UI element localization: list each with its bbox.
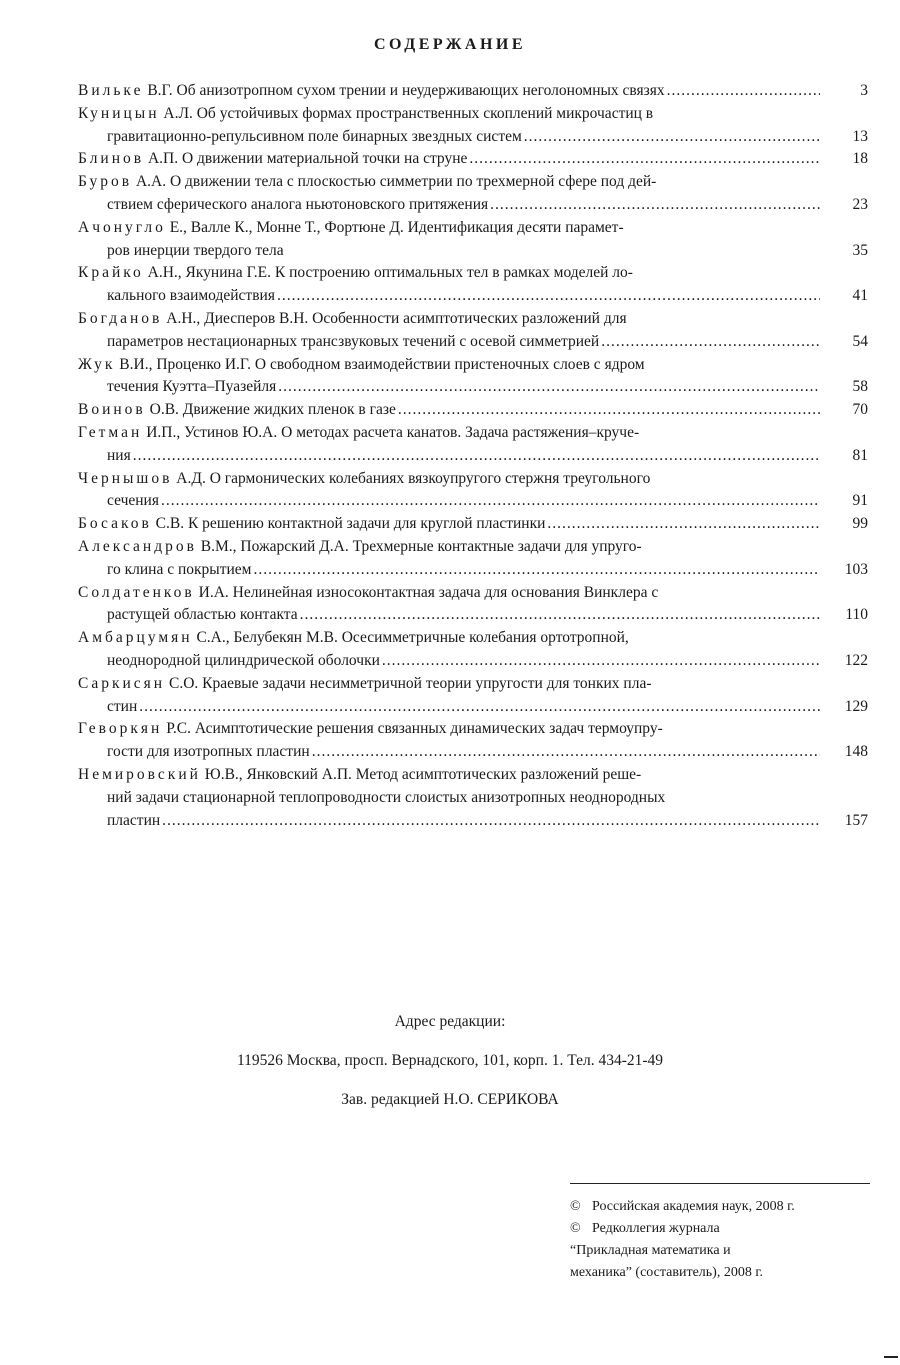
copyright-line-editorial: © Редколлегия журнала bbox=[570, 1218, 720, 1239]
toc-title-continuation: пластин bbox=[107, 811, 161, 829]
toc-author: Саркисян bbox=[78, 674, 166, 692]
toc-page-number: 129 bbox=[844, 697, 868, 715]
toc-title-continuation: сечения bbox=[107, 492, 159, 510]
toc-author: Крайко bbox=[78, 264, 144, 282]
toc-page-number: 54 bbox=[852, 332, 868, 350]
toc-entry bbox=[78, 399, 868, 422]
toc-title: В.И., Проценко И.Г. О свободном взаимодействии пристеночных слоев с ядром bbox=[119, 355, 645, 373]
toc-entry bbox=[78, 148, 868, 171]
toc-author: Воинов bbox=[78, 401, 146, 419]
toc-entry bbox=[78, 468, 868, 514]
toc-title: А.П. О движении материальной точки на струне bbox=[147, 150, 468, 168]
toc-entry bbox=[78, 308, 868, 354]
dot-leader bbox=[300, 604, 820, 627]
toc-entry bbox=[78, 764, 868, 832]
dot-leader bbox=[253, 559, 820, 582]
dot-leader bbox=[667, 80, 820, 103]
toc-author: Босаков bbox=[78, 515, 152, 533]
toc-author: Ачонугло bbox=[78, 218, 166, 236]
toc-entry bbox=[78, 513, 868, 536]
toc-title: С.А., Белубекян М.В. Осесимметричные колебания ортотропной, bbox=[196, 629, 629, 647]
toc-entry bbox=[78, 171, 868, 217]
toc-title: А.Л. Об устойчивых формах пространственных скоплений микрочастиц в bbox=[163, 104, 654, 122]
dot-leader bbox=[398, 399, 820, 422]
copyright-symbol: © bbox=[570, 1199, 581, 1214]
toc-page-number: 110 bbox=[845, 606, 868, 624]
dot-leader bbox=[133, 445, 820, 468]
page-title: СОДЕРЖАНИЕ bbox=[373, 36, 527, 53]
copyright-divider bbox=[570, 1183, 870, 1184]
toc-author: Чернышов bbox=[78, 469, 173, 487]
toc-title-continuation: ния bbox=[107, 446, 131, 464]
toc-entry bbox=[78, 673, 868, 719]
dot-leader bbox=[278, 376, 820, 399]
address-heading: Адрес редакции: bbox=[394, 1013, 506, 1030]
toc-title: А.Н., Якунина Г.Е. К построению оптимальных тел в рамках моделей ло- bbox=[147, 264, 633, 282]
table-of-contents bbox=[78, 80, 868, 832]
toc-title: О.В. Движение жидких пленок в газе bbox=[149, 401, 396, 419]
page-corner-mark bbox=[884, 1356, 898, 1358]
toc-author: Жук bbox=[78, 355, 116, 373]
toc-author: Богданов bbox=[78, 309, 163, 327]
copyright-line-compiler: механика” (составитель), 2008 г. bbox=[570, 1265, 763, 1280]
toc-title-continuation: кального взаимодействия bbox=[107, 287, 275, 305]
toc-page-number: 91 bbox=[852, 492, 868, 510]
dot-leader bbox=[312, 741, 820, 764]
toc-title: И.А. Нелинейная износоконтактная задача для основания Винклера с bbox=[198, 583, 659, 601]
toc-page-number: 35 bbox=[852, 241, 868, 259]
dot-leader bbox=[162, 810, 820, 833]
toc-page-number: 58 bbox=[852, 378, 868, 396]
toc-page-number: 13 bbox=[852, 127, 868, 145]
toc-page-number: 81 bbox=[852, 446, 868, 464]
toc-page-number: 18 bbox=[852, 150, 868, 168]
toc-author: Куницын bbox=[78, 104, 160, 122]
toc-page-number: 103 bbox=[844, 560, 868, 578]
toc-title: С.О. Краевые задачи несимметричной теории упругости для тонких пла- bbox=[168, 674, 652, 692]
toc-title-continuation: ров инерции твердого тела bbox=[107, 241, 284, 259]
toc-author: Александров bbox=[78, 537, 197, 555]
dot-leader bbox=[547, 513, 820, 536]
toc-page-number: 148 bbox=[844, 743, 868, 761]
dot-leader bbox=[382, 650, 820, 673]
toc-page-number: 70 bbox=[852, 401, 868, 419]
toc-title: В.М., Пожарский Д.А. Трехмерные контактные задачи для упруго- bbox=[200, 537, 642, 555]
toc-title: А.Д. О гармонических колебаниях вязкоупругого стержня треугольного bbox=[176, 469, 651, 487]
toc-title-continuation: стин bbox=[107, 697, 138, 715]
toc-author: Геворкян bbox=[78, 720, 163, 738]
toc-title-continuation: течения Куэтта–Пуазейля bbox=[107, 378, 277, 396]
dot-leader bbox=[277, 285, 820, 308]
toc-entry bbox=[78, 354, 868, 400]
managing-editor: Зав. редакцией Н.О. СЕРИКОВА bbox=[341, 1091, 559, 1108]
toc-page-number: 157 bbox=[844, 811, 868, 829]
dot-leader bbox=[139, 696, 820, 719]
toc-title: И.П., Устинов Ю.А. О методах расчета канатов. Задача растяжения–круче- bbox=[146, 423, 640, 441]
toc-page-number: 99 bbox=[852, 515, 868, 533]
toc-entry bbox=[78, 262, 868, 308]
toc-page-number: 23 bbox=[852, 195, 868, 213]
toc-title-continuation: гравитационно-репульсивном поле бинарных звездных систем bbox=[107, 127, 522, 145]
toc-entry bbox=[78, 582, 868, 628]
dot-leader bbox=[490, 194, 820, 217]
toc-page-number: 3 bbox=[860, 82, 868, 99]
toc-title: Е., Валле К., Монне Т., Фортюне Д. Идентификация десяти парамет- bbox=[169, 218, 624, 236]
toc-author: Немировский bbox=[78, 765, 201, 783]
dot-leader bbox=[601, 331, 820, 354]
toc-entry bbox=[78, 422, 868, 468]
toc-entry bbox=[78, 627, 868, 673]
toc-title-continuation: неоднородной цилиндрической оболочки bbox=[107, 651, 380, 669]
toc-title-continuation: параметров нестационарных трансзвуковых течений с осевой симметрией bbox=[107, 332, 600, 350]
toc-title-continuation: го клина с покрытием bbox=[107, 560, 252, 578]
toc-page-number: 122 bbox=[844, 651, 868, 669]
dot-leader bbox=[469, 148, 820, 171]
address-line: 119526 Москва, просп. Вернадского, 101, корп. 1. Тел. 434-21-49 bbox=[236, 1052, 664, 1069]
toc-page-number: 41 bbox=[852, 287, 868, 305]
toc-title-continuation: гости для изотропных пластин bbox=[107, 743, 310, 761]
toc-title: С.В. К решению контактной задачи для круглой пластинки bbox=[155, 515, 546, 533]
toc-title: А.Н., Диесперов В.Н. Особенности асимптотических разложений для bbox=[166, 309, 627, 327]
toc-entry bbox=[78, 217, 868, 263]
toc-author: Солдатенков bbox=[78, 583, 195, 601]
toc-title: Ю.В., Янковский А.П. Метод асимптотических разложений реше- bbox=[204, 765, 642, 783]
toc-title: А.А. О движении тела с плоскостью симметрии по трехмерной сфере под дей- bbox=[135, 173, 657, 191]
copyright-line-academy: © Российская академия наук, 2008 г. bbox=[570, 1196, 795, 1217]
toc-author: Гетман bbox=[78, 423, 143, 441]
toc-entry bbox=[78, 536, 868, 582]
toc-title-continuation: растущей областью контакта bbox=[107, 606, 298, 624]
toc-entry bbox=[78, 718, 868, 764]
dot-leader bbox=[161, 490, 820, 513]
toc-title-continuation: ствием сферического аналога ньютоновского притяжения bbox=[107, 195, 489, 213]
toc-entry bbox=[78, 80, 868, 103]
toc-author: Амбарцумян bbox=[78, 629, 193, 647]
toc-title: В.Г. Об анизотропном сухом трении и неудерживающих неголономных связях bbox=[147, 82, 665, 99]
toc-title: Р.С. Асимптотические решения связанных динамических задач термоупру- bbox=[166, 720, 663, 738]
toc-author: Вильке bbox=[78, 82, 144, 99]
copyright-symbol: © bbox=[570, 1221, 581, 1236]
toc-author: Буров bbox=[78, 173, 133, 191]
copyright-line-journal: “Прикладная математика и bbox=[570, 1243, 731, 1258]
dot-leader bbox=[524, 126, 820, 149]
toc-author: Блинов bbox=[78, 150, 145, 168]
toc-entry bbox=[78, 103, 868, 149]
toc-title-continuation: ний задачи стационарной теплопроводности слоистых анизотропных неоднородных bbox=[107, 788, 666, 806]
